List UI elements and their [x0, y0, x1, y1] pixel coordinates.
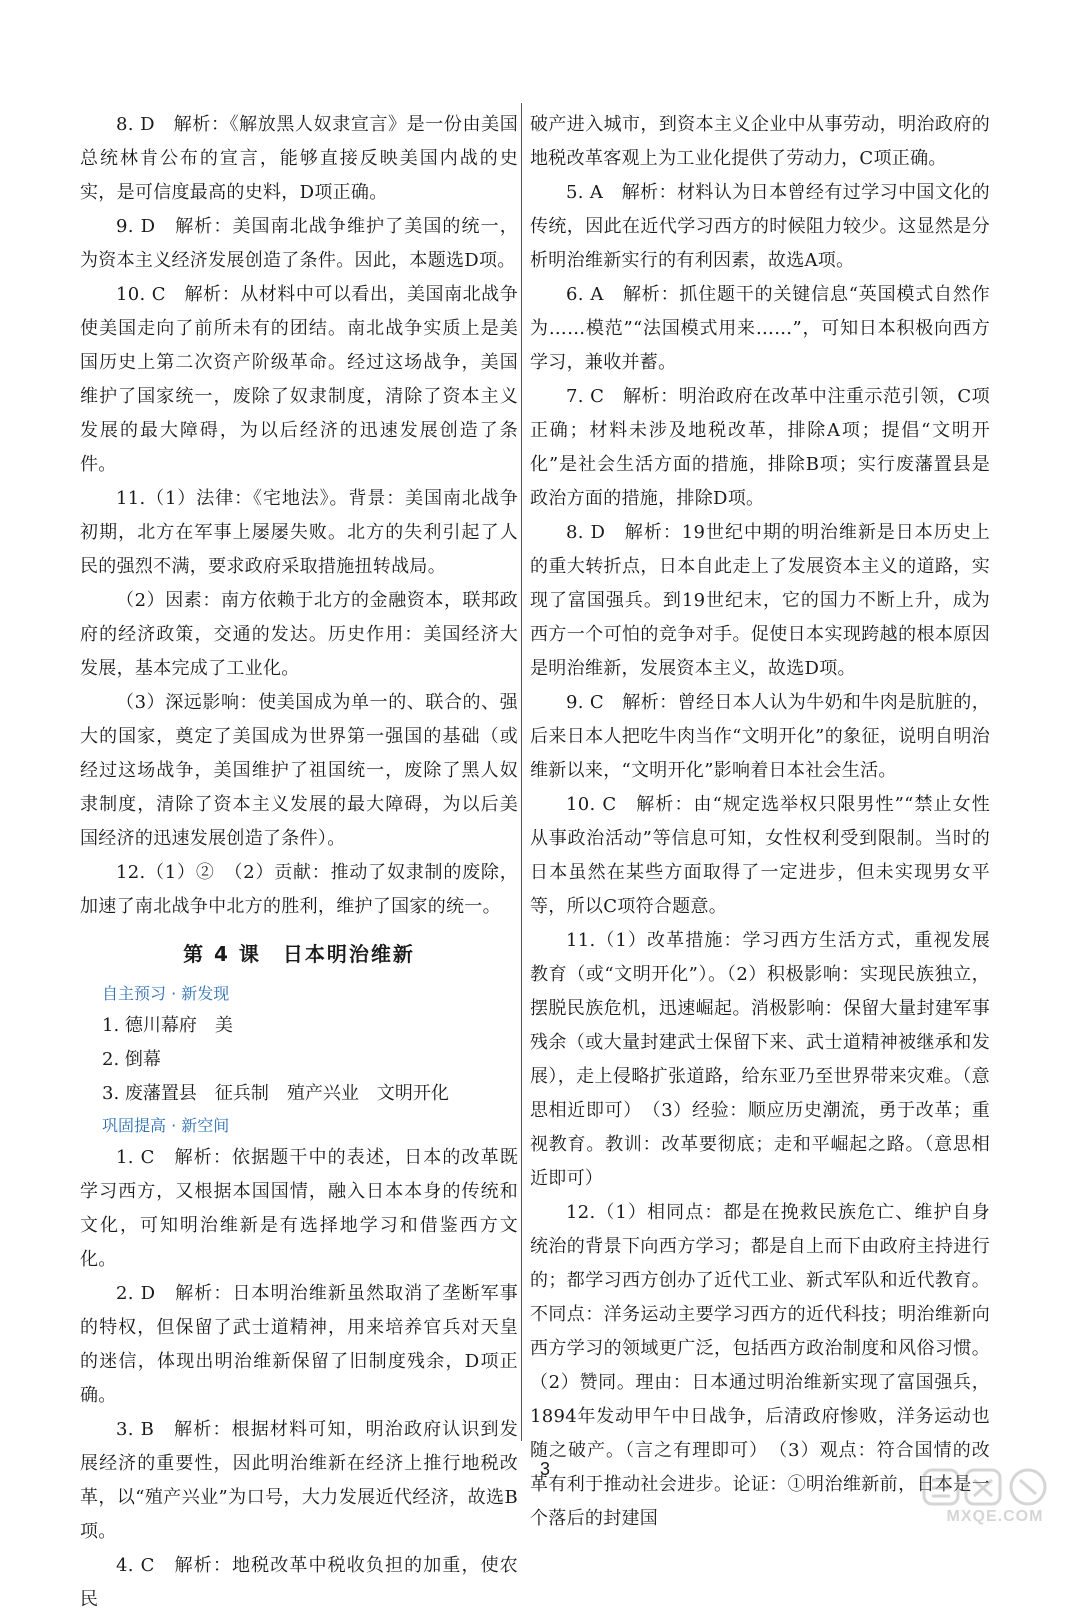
answer-paragraph: 11.（1）法律：《宅地法》。背景：美国南北战争初期，北方在军事上屡屡失败。北方的失利引起了人民的强烈不满，要求政府采取措施扭转战局。	[80, 488, 518, 577]
page-number: 3	[539, 1459, 550, 1479]
list-item: 1. 德川幕府 美	[102, 1015, 233, 1036]
right-column	[530, 108, 990, 1536]
answer-paragraph: 2. D 解析：日本明治维新虽然取消了垄断军事的特权，但保留了武士道精神，用来培养官兵对天皇的迷信，体现出明治维新保留了旧制度残余，D项正确。	[80, 1283, 518, 1406]
answer-paragraph: 5. A 解析：材料认为日本曾经有过学习中国文化的传统，因此在近代学习西方的时候阻力较少。这显然是分析明治维新实行的有利因素，故选A项。	[530, 182, 990, 271]
answer-paragraph: 12.（1）相同点：都是在挽救民族危亡、维护自身统治的背景下向西方学习；都是自上而下由政府主持进行的；都学习西方创办了近代工业、新式军队和近代教育。不同点：洋务运动主要学习西方的近代科技；明治维新向西方学习的领域更广泛，包括西方政治制度和风俗习惯。（2）赞同。理由：日本通过明治维新实现了富国强兵，1894年发动甲午中日战争，后清政府惨败，洋务运动也随之破产。（言之有理即可） （3）观点：符合国情的改革有利于推动社会进步。论证：①明治维新前，日本是一个落后的封建国	[530, 1202, 990, 1529]
answer-paragraph: 9. C 解析：曾经日本人认为牛奶和牛肉是肮脏的，后来日本人把吃牛肉当作“文明开化”的象征，说明自明治维新以来，“文明开化”影响着日本社会生活。	[530, 692, 990, 781]
left-column	[80, 108, 518, 1617]
answer-paragraph: 3. B 解析：根据材料可知，明治政府认识到发展经济的重要性，因此明治维新在经济上推行地税改革，以“殖产兴业”为口号，大力发展近代经济，故选B项。	[80, 1419, 518, 1542]
lesson-title: 第 4 课 日本明治维新	[183, 942, 415, 966]
answer-paragraph: 12.（1）② （2）贡献：推动了奴隶制的废除，加速了南北战争中北方的胜利，维护了国家的统一。	[80, 862, 518, 917]
answer-paragraph: （2）因素：南方依赖于北方的金融资本，联邦政府的经济政策，交通的发达。历史作用：美国经济大发展，基本完成了工业化。	[80, 590, 518, 679]
section-label-preview: 自主预习 · 新发现	[102, 984, 230, 1003]
answer-paragraph: （3）深远影响：使美国成为单一的、联合的、强大的国家，奠定了美国成为世界第一强国的基础（或经过这场战争，美国维护了祖国统一，废除了黑人奴隶制度，清除了资本主义发展的最大障碍，为以后美国经济的迅速发展创造了条件）。	[80, 692, 518, 849]
answer-paragraph: 10. C 解析：从材料中可以看出，美国南北战争使美国走向了前所未有的团结。南北战争实质上是美国历史上第二次资产阶级革命。经过这场战争，美国维护了国家统一，废除了奴隶制度，清除了资本主义发展的最大障碍，为以后经济的迅速发展创造了条件。	[80, 284, 518, 475]
answer-paragraph: 4. C 解析：地税改革中税收负担的加重，使农民	[80, 1555, 518, 1610]
watermark-logo-icon	[920, 1466, 1070, 1510]
column-divider	[521, 103, 522, 1441]
section-label-consolidate: 巩固提高 · 新空间	[102, 1116, 230, 1135]
answer-paragraph: 1. C 解析：依据题干中的表述，日本的改革既学习西方，又根据本国国情，融入日本本身的传统和文化，可知明治维新是有选择地学习和借鉴西方文化。	[80, 1147, 518, 1270]
answer-paragraph: 8. D 解析：《解放黑人奴隶宣言》是一份由美国总统林肯公布的宣言，能够直接反映美国内战的史实，是可信度最高的史料，D项正确。	[80, 114, 518, 203]
answer-paragraph: 10. C 解析：由“规定选举权只限男性”“禁止女性从事政治活动”等信息可知，女性权利受到限制。当时的日本虽然在某些方面取得了一定进步，但未实现男女平等，所以C项符合题意。	[530, 794, 990, 917]
list-item: 2. 倒幕	[102, 1049, 161, 1070]
watermark-logo	[920, 1466, 1070, 1528]
answer-paragraph: 8. D 解析：19世纪中期的明治维新是日本历史上的重大转折点，日本自此走上了发展资本主义的道路，实现了富国强兵。到19世纪末，它的国力不断上升，成为西方一个可怕的竞争对手。促使日本实现跨越的根本原因是明治维新，发展资本主义，故选D项。	[530, 522, 990, 679]
answer-paragraph: 7. C 解析：明治政府在改革中注重示范引领，C项正确；材料未涉及地税改革，排除A项；提倡“文明开化”是社会生活方面的措施，排除B项；实行废藩置县是政治方面的措施，排除D项。	[530, 386, 990, 509]
answer-paragraph: 11.（1）改革措施：学习西方生活方式，重视发展教育（或“文明开化”）。（2）积极影响：实现民族独立，摆脱民族危机，迅速崛起。消极影响：保留大量封建军事残余（或大量封建武士保留下来、武士道精神被继承和发展），走上侵略扩张道路，给东亚乃至世界带来灾难。（意思相近即可） （3）经验：顺应历史潮流，勇于改革；重视教育。教训：改革要彻底；走和平崛起之路。（意思相近即可）	[530, 930, 990, 1189]
list-item: 3. 废藩置县 征兵制 殖产兴业 文明开化	[102, 1083, 449, 1104]
answer-paragraph-continuation: 破产进入城市，到资本主义企业中从事劳动，明治政府的地税改革客观上为工业化提供了劳动力，C项正确。	[530, 114, 990, 169]
answer-paragraph: 6. A 解析：抓住题干的关键信息“英国模式自然作为……模范”“法国模式用来……”，可知日本积极向西方学习，兼收并蓄。	[530, 284, 990, 373]
answer-paragraph: 9. D 解析：美国南北战争维护了美国的统一，为资本主义经济发展创造了条件。因此，本题选D项。	[80, 216, 518, 271]
watermark-text: MXQE.COM	[946, 1508, 1044, 1525]
